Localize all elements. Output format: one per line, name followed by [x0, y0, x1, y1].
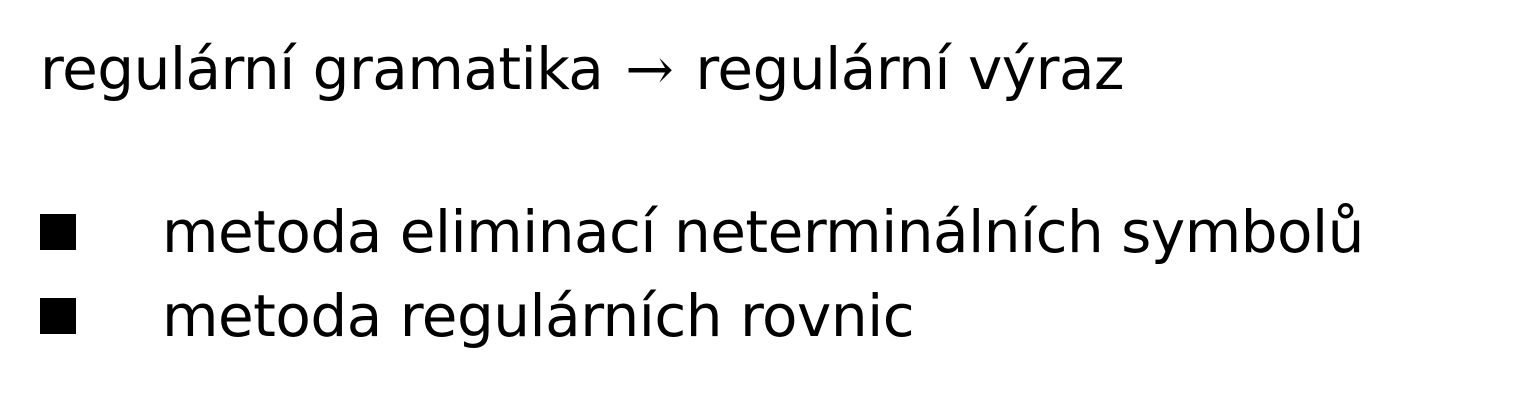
right-arrow-icon: → [625, 35, 674, 103]
slide-title [40, 35, 1124, 103]
bullet-list [40, 190, 1364, 358]
list-item [40, 190, 1364, 274]
square-bullet-icon [40, 298, 76, 334]
bullet-text: metoda eliminací neterminálních symbolů [162, 198, 1364, 266]
list-item [40, 274, 1364, 358]
title-right: regulární výraz [695, 35, 1124, 103]
square-bullet-icon [40, 214, 76, 250]
title-left: regulární gramatika [40, 35, 604, 103]
bullet-text: metoda regulárních rovnic [162, 282, 915, 350]
